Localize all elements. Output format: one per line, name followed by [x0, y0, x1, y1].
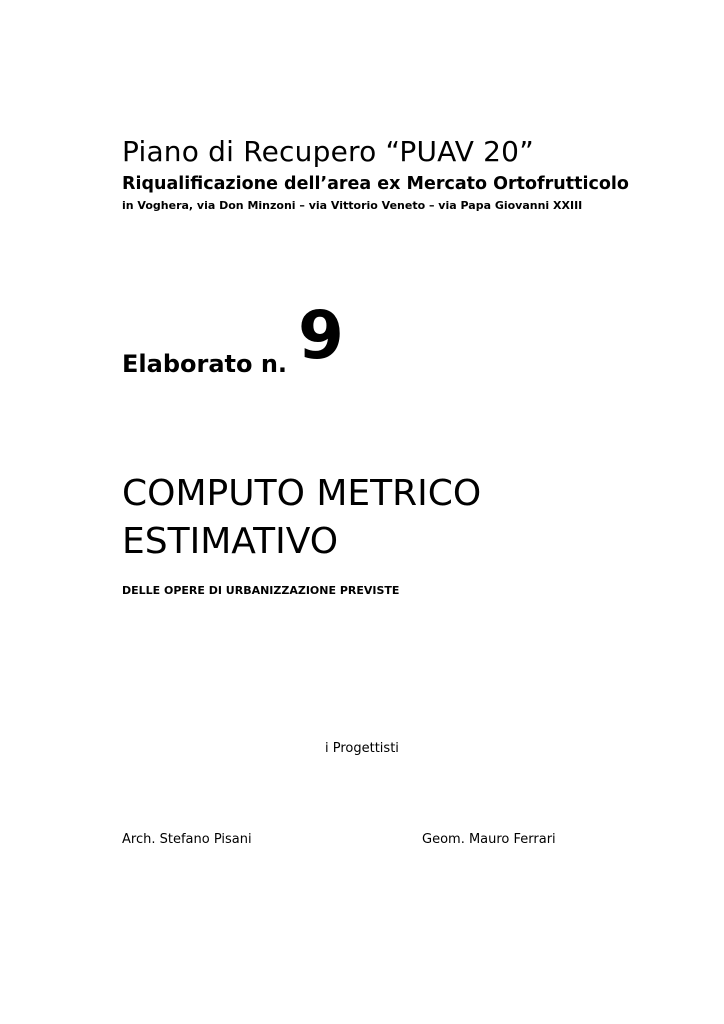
plan-subtitle: Riqualificazione dell’area ex Mercato Ortofrutticolo	[122, 174, 629, 194]
document-title	[122, 470, 481, 566]
document-subtitle: DELLE OPERE DI URBANIZZAZIONE PREVISTE	[122, 584, 400, 597]
designer-architect: Arch. Stefano Pisani	[122, 832, 252, 847]
elaborato-number: 9	[298, 297, 344, 374]
plan-location: in Voghera, via Don Minzoni – via Vittorio Veneto – via Papa Giovanni XXIII	[122, 199, 583, 212]
designers-label: i Progettisti	[325, 741, 399, 756]
document-title-line-2: ESTIMATIVO	[122, 521, 339, 562]
elaborato-label: Elaborato n.	[122, 350, 288, 378]
document-title-line-1: COMPUTO METRICO	[122, 473, 482, 514]
designer-surveyor: Geom. Mauro Ferrari	[422, 832, 556, 847]
plan-title: Piano di Recupero “PUAV 20”	[122, 135, 534, 168]
